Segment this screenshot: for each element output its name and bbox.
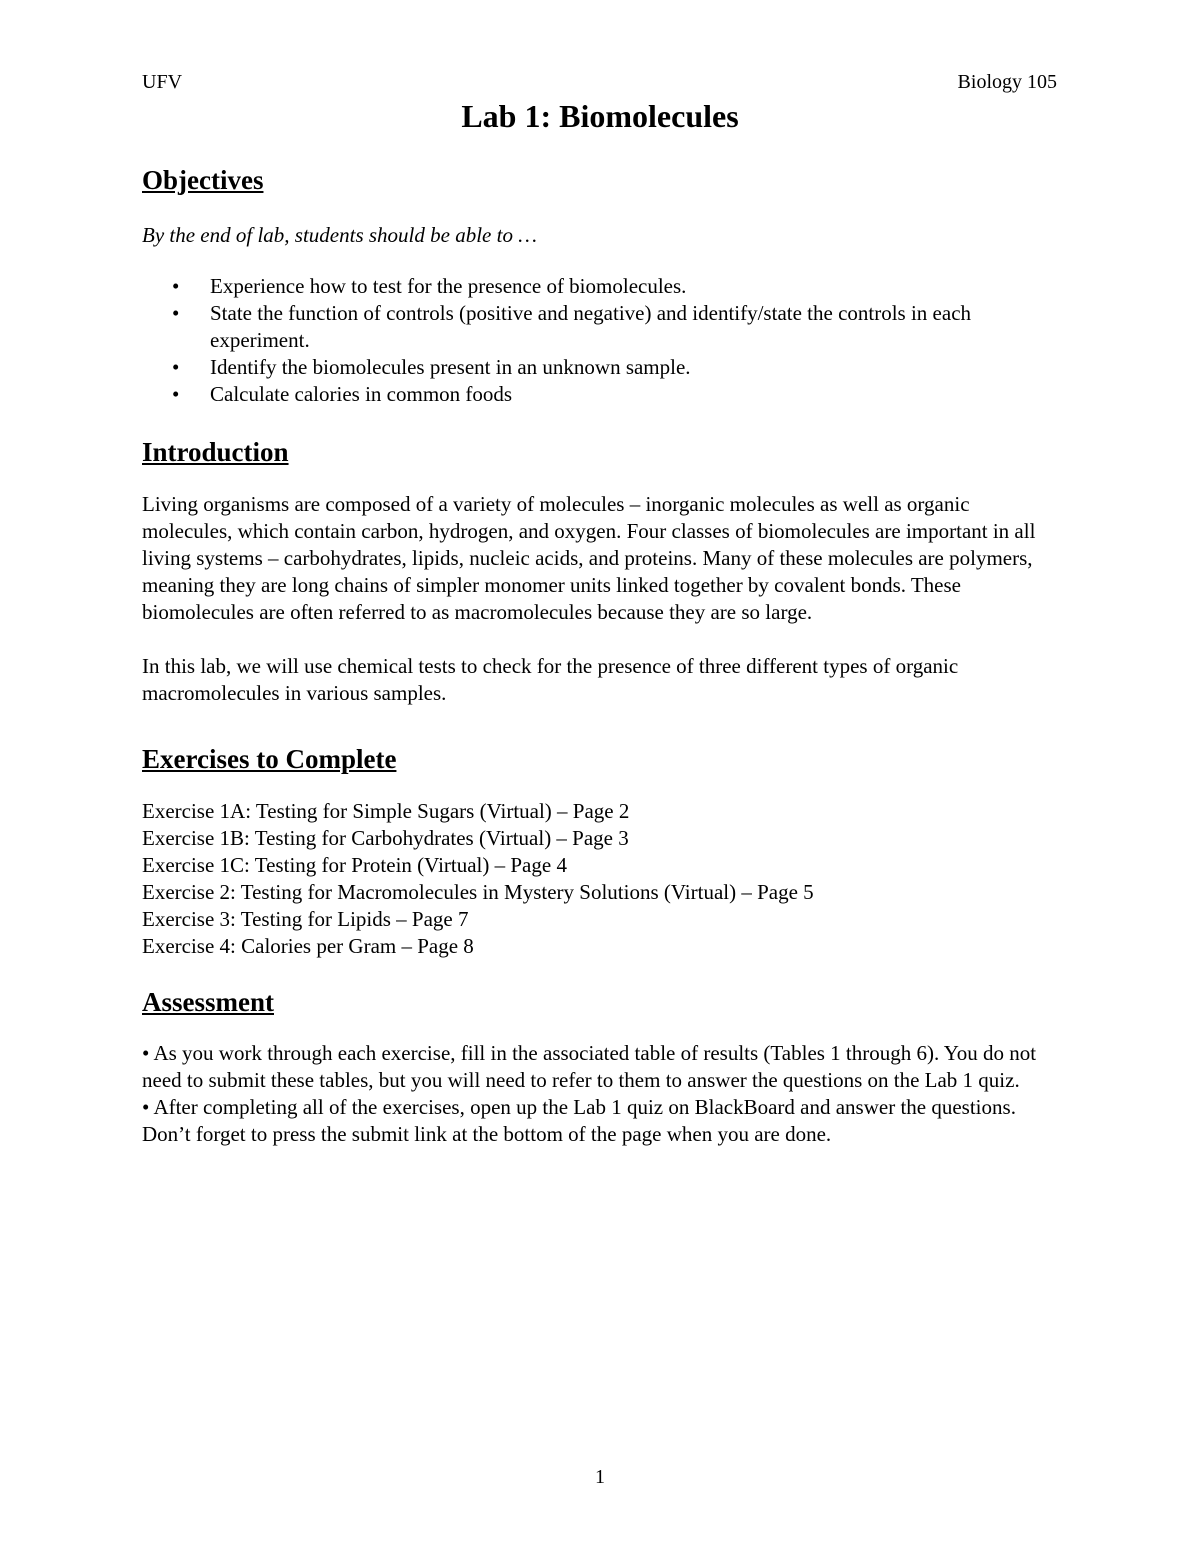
- exercises-list: [142, 798, 1062, 960]
- exercise-item: Exercise 3: Testing for Lipids – Page 7: [142, 907, 469, 931]
- introduction-paragraph: Living organisms are composed of a variety of molecules – inorganic molecules as well as organic molecules, which contain carbon, hydrogen, and oxygen. Four classes of biomolecules are important in all living systems – carbohydrates, lipids, nucleic acids, and proteins. Many of these molecules are polymers, meaning they are long chains of simpler monomer units linked together by covalent bonds. These biomolecules are often referred to as macromolecules because they are so large.: [142, 492, 1036, 624]
- objectives-list: [142, 273, 1062, 408]
- header-institution: UFV: [142, 71, 183, 93]
- bullet-icon: •: [172, 301, 180, 325]
- exercise-item: Exercise 1A: Testing for Simple Sugars (Virtual) – Page 2: [142, 799, 630, 823]
- assessment-item: • After completing all of the exercises, open up the Lab 1 quiz on BlackBoard and answer the questions. Don’t forget to press the submit link at the bottom of the page when you are done.: [142, 1095, 1016, 1146]
- introduction-paragraph: In this lab, we will use chemical tests to check for the presence of three different types of organic macromolecules in various samples.: [142, 654, 959, 705]
- assessment-list: [142, 1040, 1062, 1148]
- objective-text: Identify the biomolecules present in an unknown sample.: [210, 355, 691, 379]
- exercise-item: Exercise 1C: Testing for Protein (Virtual) – Page 4: [142, 853, 567, 877]
- objective-item: [142, 300, 1062, 354]
- bullet-icon: •: [172, 382, 180, 406]
- exercise-item: Exercise 2: Testing for Macromolecules in Mystery Solutions (Virtual) – Page 5: [142, 880, 814, 904]
- objectives-heading: Objectives: [142, 165, 264, 195]
- introduction-heading: Introduction: [142, 437, 289, 467]
- bullet-icon: •: [172, 355, 180, 379]
- page-number: 1: [595, 1466, 605, 1488]
- objective-text: State the function of controls (positive and negative) and identify/state the controls in each experiment.: [210, 301, 972, 352]
- objective-text: Calculate calories in common foods: [210, 382, 513, 406]
- objective-item: [142, 354, 1062, 381]
- objective-text: Experience how to test for the presence of biomolecules.: [210, 274, 687, 298]
- exercise-item: Exercise 4: Calories per Gram – Page 8: [142, 934, 474, 958]
- exercise-item: Exercise 1B: Testing for Carbohydrates (Virtual) – Page 3: [142, 826, 629, 850]
- document-body: [142, 162, 1062, 1148]
- objective-item: [142, 381, 1062, 408]
- exercises-heading: Exercises to Complete: [142, 744, 397, 774]
- assessment-heading: Assessment: [142, 987, 274, 1017]
- objective-item: [142, 273, 1062, 300]
- bullet-icon: •: [172, 274, 180, 298]
- page-title: Lab 1: Biomolecules: [461, 98, 739, 134]
- assessment-item: • As you work through each exercise, fill in the associated table of results (Tables 1 through 6). You do not need to submit these tables, but you will need to refer to them to answer the questions on the Lab 1 quiz.: [142, 1041, 1037, 1092]
- header-course: Biology 105: [957, 71, 1057, 93]
- objectives-intro: By the end of lab, students should be able to …: [142, 223, 537, 247]
